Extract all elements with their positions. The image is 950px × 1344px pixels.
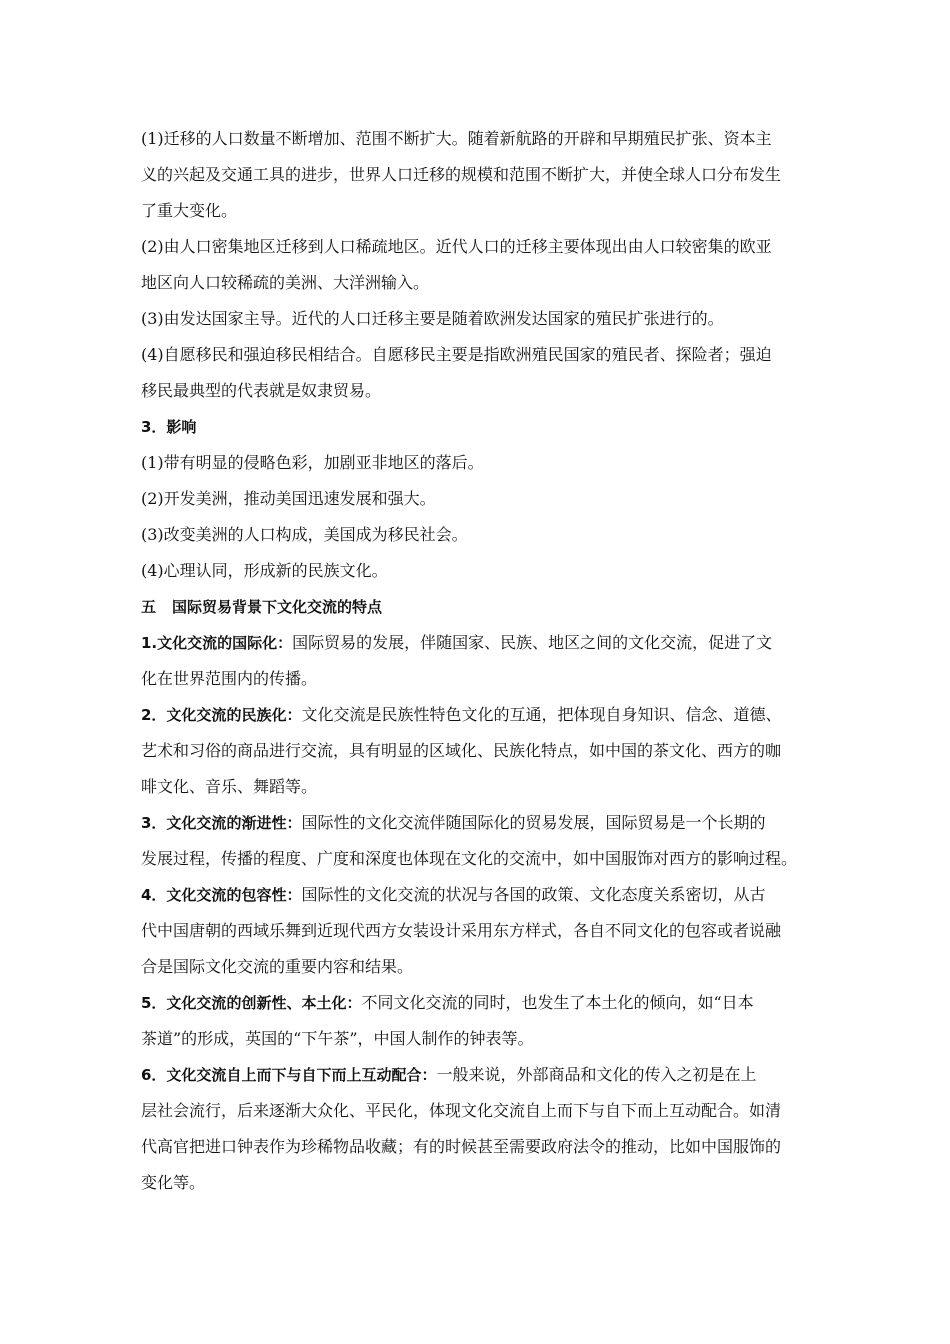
text-line: 变化等。 [141,1173,206,1192]
feature-term: 6．文化交流自上而下与自下而上互动配合： [141,1066,437,1084]
feature-nationalization [141,697,819,805]
text-line: 代高官把进口钟表作为珍稀物品收藏；有的时候甚至需要政府法令的推动，比如中国服饰的 [141,1137,782,1156]
impact-item: (4)心理认同，形成新的民族文化。 [141,561,388,580]
feature-term: 3．文化交流的渐进性： [141,814,302,832]
text-line: (1)迁移的人口数量不断增加、范围不断扩大。随着新航路的开辟和早期殖民扩张、资本主 [141,129,772,148]
impact-item: (3)改变美洲的人口构成，美国成为移民社会。 [141,525,468,544]
text-line: 文化交流是民族性特色文化的互通，把体现自身知识、信念、道德、 [301,705,782,724]
feature-term: 2．文化交流的民族化： [141,706,302,724]
text-line: 了重大变化。 [141,201,238,220]
page-content [141,121,819,1201]
impact-item: (1)带有明显的侵略色彩，加剧亚非地区的落后。 [141,453,484,472]
part-number: 五 [141,598,157,616]
feature-term: 4．文化交流的包容性： [141,886,302,904]
text-line: 地区向人口较稀疏的美洲、大洋洲输入。 [141,273,430,292]
feature-inclusiveness [141,877,819,985]
text-line: 不同文化交流的同时，也发生了本土化的倾向，如“日本 [361,993,754,1012]
text-line: 国际性的文化交流的状况与各国的政策、文化态度关系密切，从古 [301,885,766,904]
text-line: 国际性的文化交流伴随国际化的贸易发展，国际贸易是一个长期的 [301,813,766,832]
text-line: 发展过程，传播的程度、广度和深度也体现在文化的交流中，如中国服饰对西方的影响过程。 [141,849,798,868]
text-line: 一般来说，外部商品和文化的传入之初是在上 [436,1065,757,1084]
text-line: 艺术和习俗的商品进行交流，具有明显的区域化、民族化特点，如中国的茶文化、西方的咖 [141,741,782,760]
migration-feature-1 [141,121,819,229]
feature-term: 5．文化交流的创新性、本土化： [141,994,362,1012]
text-line: (2)由人口密集地区迁移到人口稀疏地区。近代人口的迁移主要体现出由人口较密集的欧亚 [141,237,772,256]
section-heading-impact: 3．影响 [141,418,197,436]
impact-item: (2)开发美洲，推动美国迅速发展和强大。 [141,489,436,508]
text-line: 代中国唐朝的西域乐舞到近现代西方女装设计采用东方样式，各自不同文化的包容或者说融 [141,921,782,940]
text-line: (3)由发达国家主导。近代的人口迁移主要是随着欧洲发达国家的殖民扩张进行的。 [141,309,724,328]
migration-feature-3 [141,301,819,337]
text-line: 合是国际文化交流的重要内容和结果。 [141,957,414,976]
text-line: 啡文化、音乐、舞蹈等。 [141,777,318,796]
feature-gradualness [141,805,819,877]
text-line: (4)自愿移民和强迫移民相结合。自愿移民主要是指欧洲殖民国家的殖民者、探险者；强迫 [141,345,772,364]
text-line: 移民最典型的代表就是奴隶贸易。 [141,381,382,400]
text-line: 茶道”的形成，英国的“下午茶”，中国人制作的钟表等。 [141,1029,534,1048]
text-line: 义的兴起及交通工具的进步，世界人口迁移的规模和范围不断扩大，并使全球人口分布发生 [141,165,782,184]
migration-feature-2 [141,229,819,301]
text-line: 化在世界范围内的传播。 [141,669,318,688]
feature-term: 1.文化交流的国际化： [141,634,293,652]
feature-internationalization [141,625,819,697]
part-five-heading [141,589,819,625]
part-title: 国际贸易背景下文化交流的特点 [172,598,383,616]
feature-innovation-localization [141,985,819,1057]
migration-feature-4 [141,337,819,409]
text-line: 国际贸易的发展，伴随国家、民族、地区之间的文化交流，促进了文 [292,633,773,652]
feature-top-down-bottom-up [141,1057,819,1201]
text-line: 层社会流行，后来逐渐大众化、平民化，体现文化交流自上而下与自下而上互动配合。如清 [141,1101,782,1120]
